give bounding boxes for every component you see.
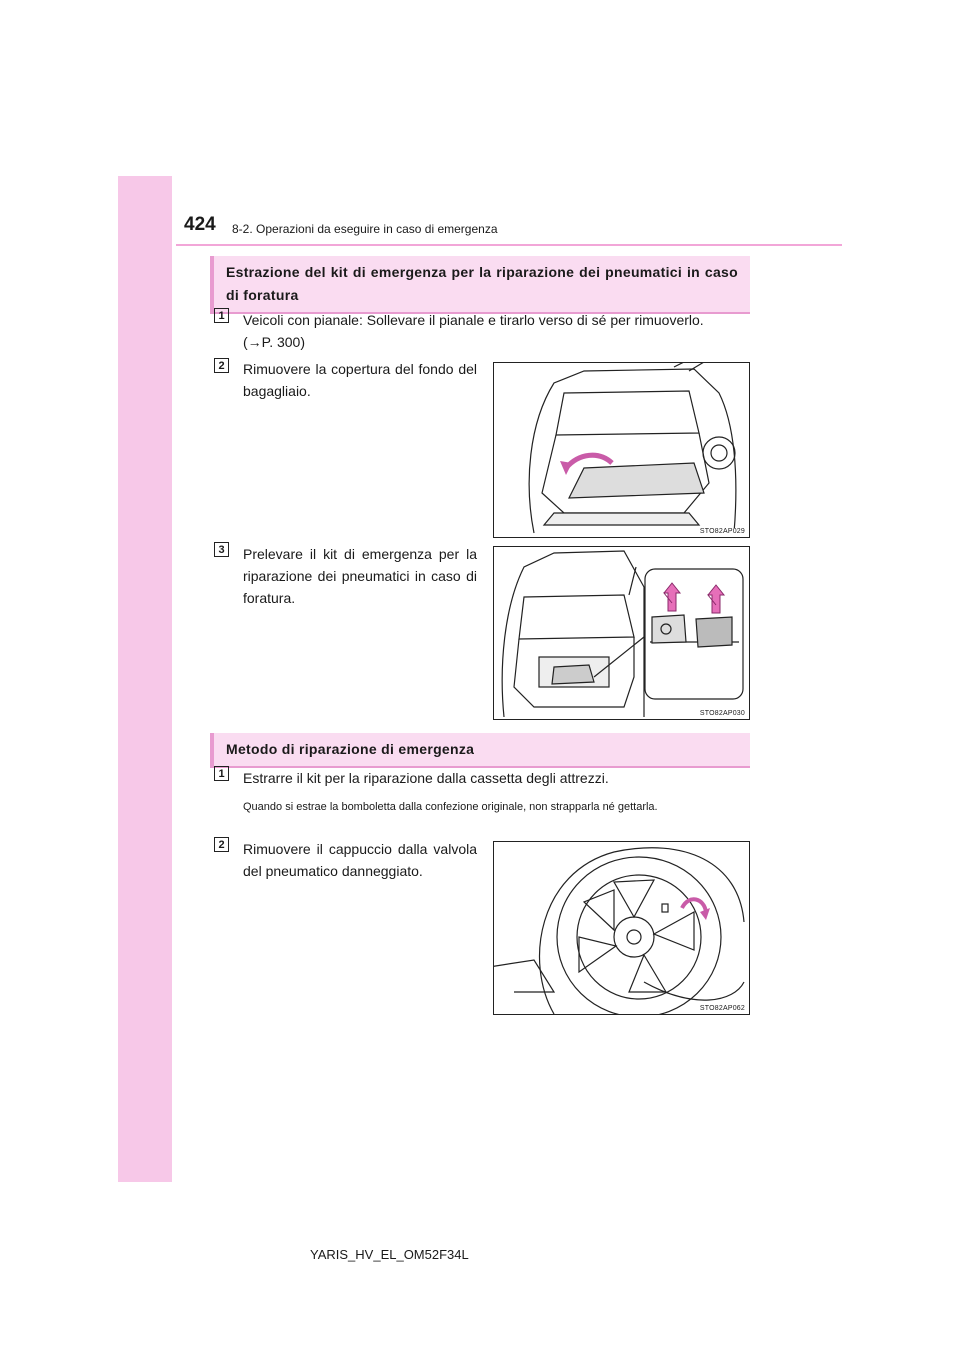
step-3-text: Prelevare il kit di emergenza per la riparazione dei pneumatici in caso di foratura. <box>243 546 477 606</box>
figure-code: STO82AP030 <box>699 710 745 717</box>
figure-code: STO82AP029 <box>699 528 745 535</box>
section-heading-extraction: Estrazione del kit di emergenza per la riparazione dei pneumatici in caso di foratura <box>210 256 750 314</box>
chapter-side-tab <box>118 176 172 1182</box>
step-number-2: 2 <box>214 837 229 852</box>
figure-luggage-cover <box>493 362 750 538</box>
tire-valve-illustration <box>494 842 749 1014</box>
step-1-line2: (→P. 300) <box>243 334 305 350</box>
figure-code: STO82AP062 <box>699 1005 745 1012</box>
section-heading-repair-method: Metodo di riparazione di emergenza <box>210 733 750 768</box>
repair-note: Quando si estrae la bomboletta dalla confezione originale, non strapparla né gettarla. <box>243 801 658 813</box>
step-1-line1: Veicoli con pianale: Sollevare il pianale e tirarlo verso di sé per rimuoverlo. <box>243 312 704 328</box>
repair-kit-illustration <box>494 547 749 719</box>
step-number-1: 1 <box>214 766 229 781</box>
step-number-3: 3 <box>214 542 229 557</box>
header-rule <box>176 244 842 246</box>
step-1-repair-text: Estrarre il kit per la riparazione dalla cassetta degli attrezzi. <box>243 770 609 786</box>
step-1-text <box>243 309 753 353</box>
chapter-title: 8-2. Operazioni da eseguire in caso di emergenza <box>232 222 498 236</box>
step-2-text: Rimuovere la copertura del fondo del bagagliaio. <box>243 361 477 399</box>
page-number: 424 <box>184 214 216 235</box>
luggage-cover-illustration <box>494 363 749 537</box>
figure-valve-cap <box>493 841 750 1015</box>
document-code: YARIS_HV_EL_OM52F34L <box>310 1247 469 1262</box>
step-number-1: 1 <box>214 308 229 323</box>
figure-repair-kit-location <box>493 546 750 720</box>
step-2-repair-text: Rimuovere il cappuccio dalla valvola del pneumatico danneggiato. <box>243 841 477 879</box>
step-number-2: 2 <box>214 358 229 373</box>
